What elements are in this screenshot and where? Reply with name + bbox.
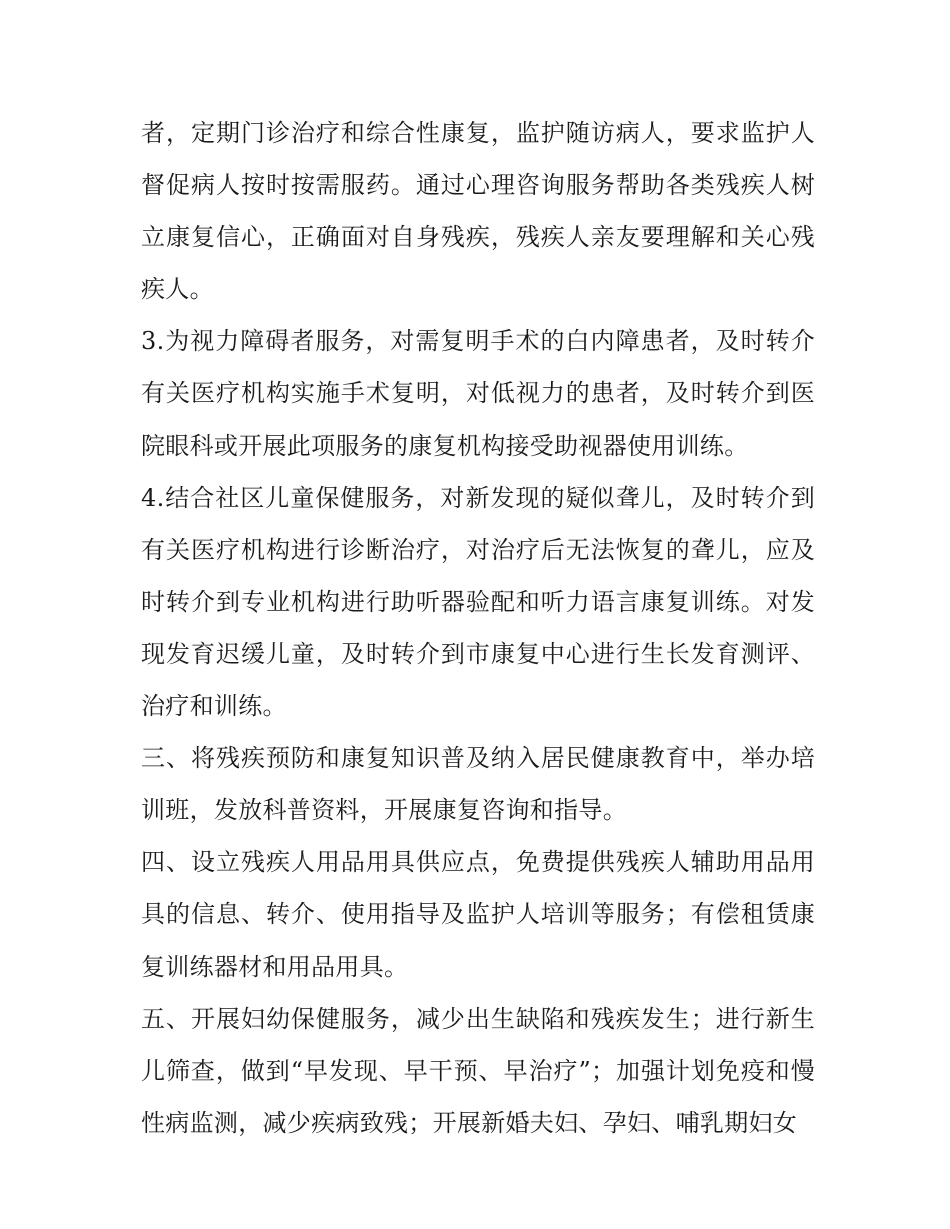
paragraph-section-5-maternal-child-health: 五、开展妇幼保健服务，减少出生缺陷和残疾发生；进行新生儿筛查，做到“早发现、早干预、早治疗”；加强计划免疫和慢性病监测，减少疾病致残；开展新婚夫妇、孕妇、哺乳期妇女 — [141, 1004, 815, 1137]
paragraph-section-4-assistive-devices: 四、设立残疾人用品用具供应点，免费提供残疾人辅助用品用具的信息、转介、使用指导及监护人培训等服务；有偿租赁康复训练器材和用品用具。 — [141, 848, 815, 981]
paragraph-continuation-mental-health: 者，定期门诊治疗和综合性康复，监护随访病人，要求监护人督促病人按时按需服药。通过心理咨询服务帮助各类残疾人树立康复信心，正确面对自身残疾，残疾人亲友要理解和关心残疾人。 — [141, 119, 815, 304]
document-body — [141, 107, 815, 1149]
paragraph-item-3-visual-impairment: 3.为视力障碍者服务，对需复明手术的白内障患者，及时转介有关医疗机构实施手术复明，对低视力的患者，及时转介到医院眼科或开展此项服务的康复机构接受助视器使用训练。 — [141, 327, 815, 460]
paragraph-item-4-child-health: 4.结合社区儿童保健服务，对新发现的疑似聋儿，及时转介到有关医疗机构进行诊断治疗，对治疗后无法恢复的聋儿，应及时转介到专业机构进行助听器验配和听力语言康复训练。对发现发育迟缓儿童，及时转介到市康复中心进行生长发育测评、治疗和训练。 — [141, 483, 815, 721]
paragraph-section-3-health-education: 三、将残疾预防和康复知识普及纳入居民健康教育中，举办培训班，发放科普资料，开展康复咨询和指导。 — [141, 744, 815, 825]
